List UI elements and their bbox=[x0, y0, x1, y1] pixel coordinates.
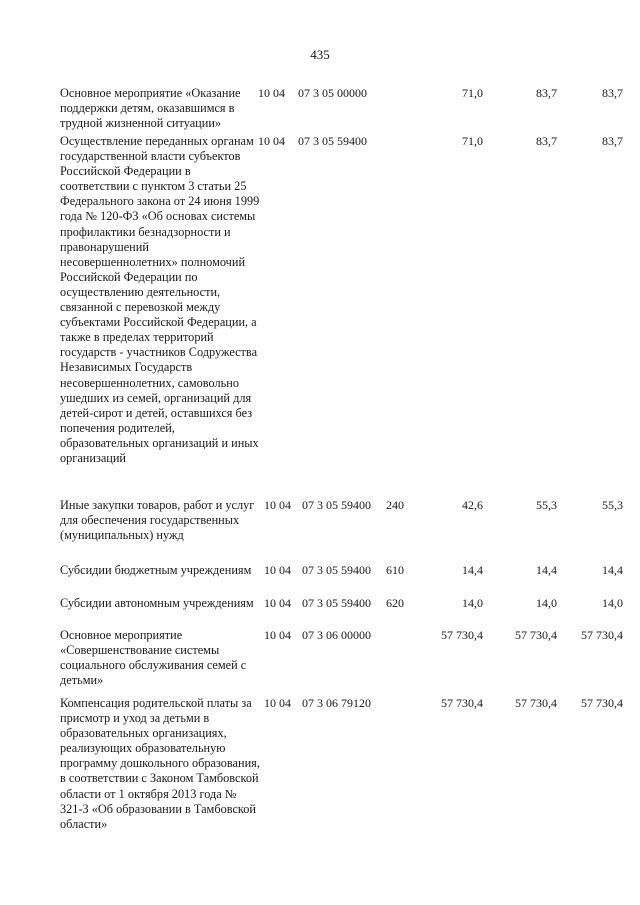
target-article-code: 07 3 05 59400 bbox=[302, 498, 371, 512]
amount-year-1: 71,0 bbox=[462, 86, 483, 100]
section-code: 10 04 bbox=[264, 628, 291, 642]
target-article-code: 07 3 06 79120 bbox=[302, 696, 371, 710]
row-name: Основное мероприятие «Совершенствование системы социального обслуживания семей с детьми» bbox=[60, 628, 247, 688]
target-article-code: 07 3 05 00000 bbox=[298, 86, 367, 100]
amount-year-3: 83,7 bbox=[602, 134, 623, 148]
amount-year-3: 83,7 bbox=[602, 86, 623, 100]
amount-year-2: 57 730,4 bbox=[515, 628, 557, 642]
target-article-code: 07 3 05 59400 bbox=[298, 134, 367, 148]
row-name: Осуществление переданных органам государственной власти субъектов Российской Федерации в соответствии с пунктом 3 статьи 25 Федерального закона от 24 июня 1999 года № 120-ФЗ «Об основах системы профилактики безнадзорности и правонарушений несовершеннолетних» полномочий Российской Федерации по осуществлению деятельности, связанной с перевозкой между субъектами Российской Федерации, а также в пределах территорий государств - участников Содружества Независимых Государств несовершеннолетних, самовольно ушедших из семей, организаций для детей-сирот и детей, оставшихся без попечения родителей, образовательных организаций и иных организаций bbox=[60, 134, 260, 465]
expense-type-code: 240 bbox=[386, 498, 404, 512]
amount-year-3: 14,0 bbox=[602, 596, 623, 610]
amount-year-2: 14,0 bbox=[536, 596, 557, 610]
amount-year-2: 14,4 bbox=[536, 563, 557, 577]
amount-year-3: 55,3 bbox=[602, 498, 623, 512]
target-article-code: 07 3 05 59400 bbox=[302, 563, 371, 577]
section-code: 10 04 bbox=[264, 498, 291, 512]
amount-year-2: 55,3 bbox=[536, 498, 557, 512]
amount-year-1: 71,0 bbox=[462, 134, 483, 148]
amount-year-3: 14,4 bbox=[602, 563, 623, 577]
amount-year-2: 57 730,4 bbox=[515, 696, 557, 710]
section-code: 10 04 bbox=[264, 563, 291, 577]
amount-year-1: 14,4 bbox=[462, 563, 483, 577]
amount-year-2: 83,7 bbox=[536, 86, 557, 100]
amount-year-1: 57 730,4 bbox=[441, 696, 483, 710]
amount-year-1: 57 730,4 bbox=[441, 628, 483, 642]
section-code: 10 04 bbox=[258, 134, 285, 148]
amount-year-1: 42,6 bbox=[462, 498, 483, 512]
page-number: 435 bbox=[310, 47, 330, 62]
section-code: 10 04 bbox=[258, 86, 285, 100]
section-code: 10 04 bbox=[264, 596, 291, 610]
amount-year-3: 57 730,4 bbox=[581, 628, 623, 642]
target-article-code: 07 3 05 59400 bbox=[302, 596, 371, 610]
row-name: Субсидии автономным учреждениям bbox=[60, 596, 254, 610]
row-name: Компенсация родительской платы за присмотр и уход за детьми в образовательных организациях, реализующих образовательную программу дошкольного образования, в соответствии с Законом Тамбовской области от 1 октября 2013 года № 321-З «Об образовании в Тамбовской области» bbox=[60, 696, 260, 831]
amount-year-3: 57 730,4 bbox=[581, 696, 623, 710]
target-article-code: 07 3 06 00000 bbox=[302, 628, 371, 642]
expense-type-code: 610 bbox=[386, 563, 404, 577]
section-code: 10 04 bbox=[264, 696, 291, 710]
row-name: Основное мероприятие «Оказание поддержки детям, оказавшимся в трудной жизненной ситуации» bbox=[60, 86, 241, 131]
expense-type-code: 620 bbox=[386, 596, 404, 610]
amount-year-1: 14,0 bbox=[462, 596, 483, 610]
amount-year-2: 83,7 bbox=[536, 134, 557, 148]
row-name: Субсидии бюджетным учреждениям bbox=[60, 563, 252, 577]
row-name: Иные закупки товаров, работ и услуг для обеспечения государственных (муниципальных) нужд bbox=[60, 498, 255, 543]
